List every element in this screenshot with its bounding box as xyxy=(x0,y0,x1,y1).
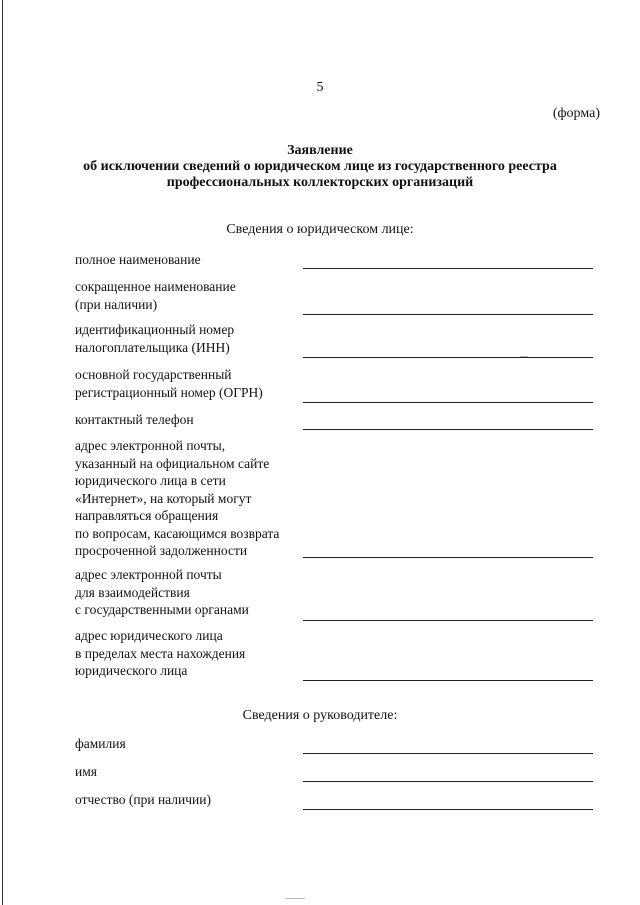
field-input-inn[interactable] xyxy=(303,357,593,358)
field-label-patronymic: отчество (при наличии) xyxy=(75,792,211,807)
field-input-patronymic[interactable] xyxy=(303,809,593,810)
field-label-gov-email: адрес электронной почты для взаимодействия с государственными органами xyxy=(75,567,249,617)
field-input-ogrn[interactable] xyxy=(303,402,593,403)
field-label-debt-email: адрес электронной почты, указанный на официальном сайте юридического лица в сети «Интернет», на который могут направляться обращения по вопросам, касающимся возврата просроченной задолженности xyxy=(75,438,280,558)
field-label-inn: идентификационный номер налогоплательщика (ИНН) xyxy=(75,322,235,355)
field-input-surname[interactable] xyxy=(303,753,593,754)
field-input-first-name[interactable] xyxy=(303,781,593,782)
page-edge xyxy=(2,0,3,905)
field-label-address: адрес юридического лица в пределах места нахождения юридического лица xyxy=(75,628,246,678)
form-label: (форма) xyxy=(552,106,600,121)
page-number: 5 xyxy=(316,80,324,95)
title-line-1: Заявление xyxy=(287,143,353,158)
field-label-first-name: имя xyxy=(75,764,97,779)
field-label-phone: контактный телефон xyxy=(75,412,194,427)
scan-artifact xyxy=(285,898,305,899)
field-input-address[interactable] xyxy=(303,680,593,681)
legal-entity-heading: Сведения о юридическом лице: xyxy=(226,222,414,237)
field-label-ogrn: основной государственный регистрационный номер (ОГРН) xyxy=(75,367,263,400)
field-label-surname: фамилия xyxy=(75,736,126,751)
field-input-full-name[interactable] xyxy=(303,268,593,269)
title-line-3: профессиональных коллекторских организаций xyxy=(166,175,474,190)
title-line-2: об исключении сведений о юридическом лице из государственного реестра xyxy=(83,159,557,174)
scan-artifact xyxy=(520,356,528,357)
field-input-short-name[interactable] xyxy=(303,314,593,315)
field-label-short-name: сокращенное наименование (при наличии) xyxy=(75,279,236,312)
document-title xyxy=(0,143,640,191)
field-input-gov-email[interactable] xyxy=(303,620,593,621)
manager-heading: Сведения о руководителе: xyxy=(242,708,398,723)
field-label-full-name: полное наименование xyxy=(75,252,201,267)
field-input-debt-email[interactable] xyxy=(303,557,593,558)
field-input-phone[interactable] xyxy=(303,429,593,430)
